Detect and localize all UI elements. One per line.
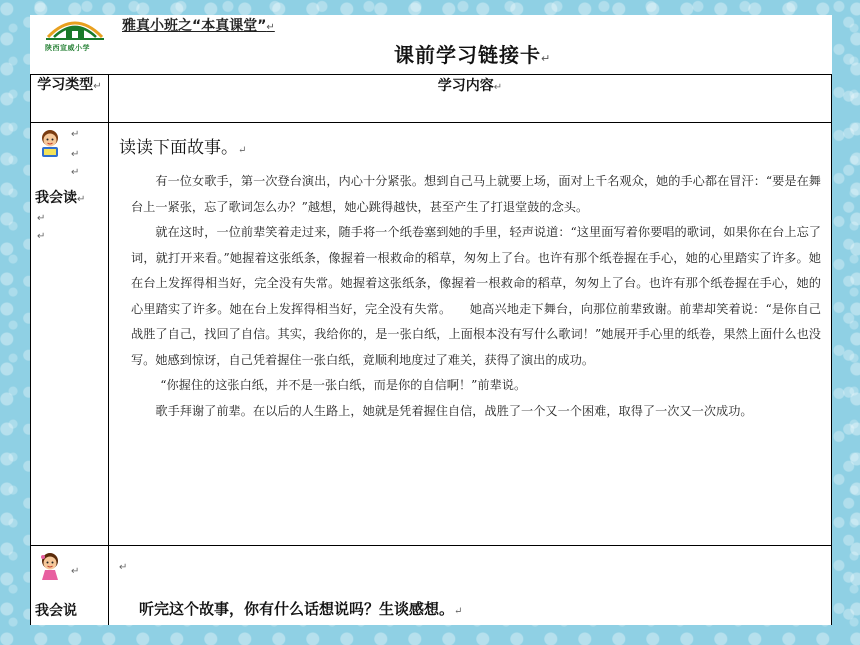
table-header-row xyxy=(31,75,832,123)
paragraph-mark: ↵ xyxy=(266,22,275,33)
study-table xyxy=(30,74,832,625)
paragraph-mark: ↵ xyxy=(71,566,80,577)
type-cell-say xyxy=(31,546,109,626)
story-paragraph: “你握住的这张白纸，并不是一张白纸，而是你的自信啊！”前辈说。 xyxy=(160,378,527,392)
story-paragraph: 歌手拜谢了前辈。在以后的人生路上，她就是凭着握住自信，战胜了一个又一个困难，取得了一次又一次成功。 xyxy=(155,403,753,418)
course-title: 雅真小班之“本真课堂”↵ xyxy=(122,18,275,34)
content-cell-read xyxy=(109,123,832,546)
type-label-read: 我会读↵ xyxy=(35,190,86,206)
girl-speaking-icon xyxy=(37,552,63,582)
header-study-content: 学习内容↵ xyxy=(109,75,832,123)
content-cell-say xyxy=(109,546,832,626)
header-study-type: 学习类型↵ xyxy=(31,75,109,123)
card-header xyxy=(30,15,832,73)
boy-reading-icon xyxy=(37,129,63,159)
discussion-prompt: 听完这个故事，你有什么话想说吗？生谈感想。↵ xyxy=(139,600,463,618)
story-text xyxy=(131,169,821,424)
school-logo-icon xyxy=(44,15,106,43)
page-title: 课前学习链接卡↵ xyxy=(394,43,552,67)
type-label-say: 我会说 xyxy=(35,603,77,619)
paragraph-mark: ↵ xyxy=(71,167,80,178)
story-title: 读读下面故事。↵ xyxy=(119,138,247,158)
paragraph-mark: ↵ xyxy=(71,129,80,140)
type-cell-read xyxy=(31,123,109,546)
table-row-read xyxy=(31,123,832,546)
story-paragraph: 有一位女歌手，第一次登台演出，内心十分紧张。想到自己马上就要上场，面对上千名观众，她的手心都在冒汗：“要是在舞台上一紧张，忘了歌词怎么办？”越想，她心跳得越快，甚至产生了打退堂鼓的念头。 xyxy=(131,174,821,214)
paragraph-mark: ↵ xyxy=(71,149,80,160)
logo-caption: 陕西宣威小学 xyxy=(45,44,90,52)
table-row-say xyxy=(31,546,832,626)
story-paragraph: 就在这时，一位前辈笑着走过来，随手将一个纸卷塞到她的手里，轻声说道：“这里面写着你要唱的歌词，如果你在台上忘了词，就打开来看。”她握着这张纸条，像握着一根救命的稻草，匆匆上了台。也许有那个纸卷握在手心，她的心里踏实了许多。她在台上发挥得相当好，完全没有失常。她握着这张纸条，像握着一根救命的稻草，匆匆上了台。也许有那个纸卷握在手心，她的心里踏实了许多。她在台上发挥得相当好，完全没有失常。 她高兴地走下舞台，向那位前辈致谢。前辈却笑着说：“是你自己战胜了自己，找回了自信。其实，我给你的，是一张白纸，上面根本没有写什么歌词！”她展开手心里的纸卷，果然上面什么也没写。她感到惊讶，自己凭着握住一张白纸，竟顺利地度过了难关，获得了演出的成功。 xyxy=(131,225,821,367)
paragraph-mark: ↵ xyxy=(541,52,552,65)
paragraph-mark: ↵ xyxy=(37,231,46,242)
paragraph-mark: ↵ xyxy=(37,213,46,224)
paragraph-mark: ↵ xyxy=(119,562,128,573)
study-card-sheet xyxy=(30,15,832,625)
